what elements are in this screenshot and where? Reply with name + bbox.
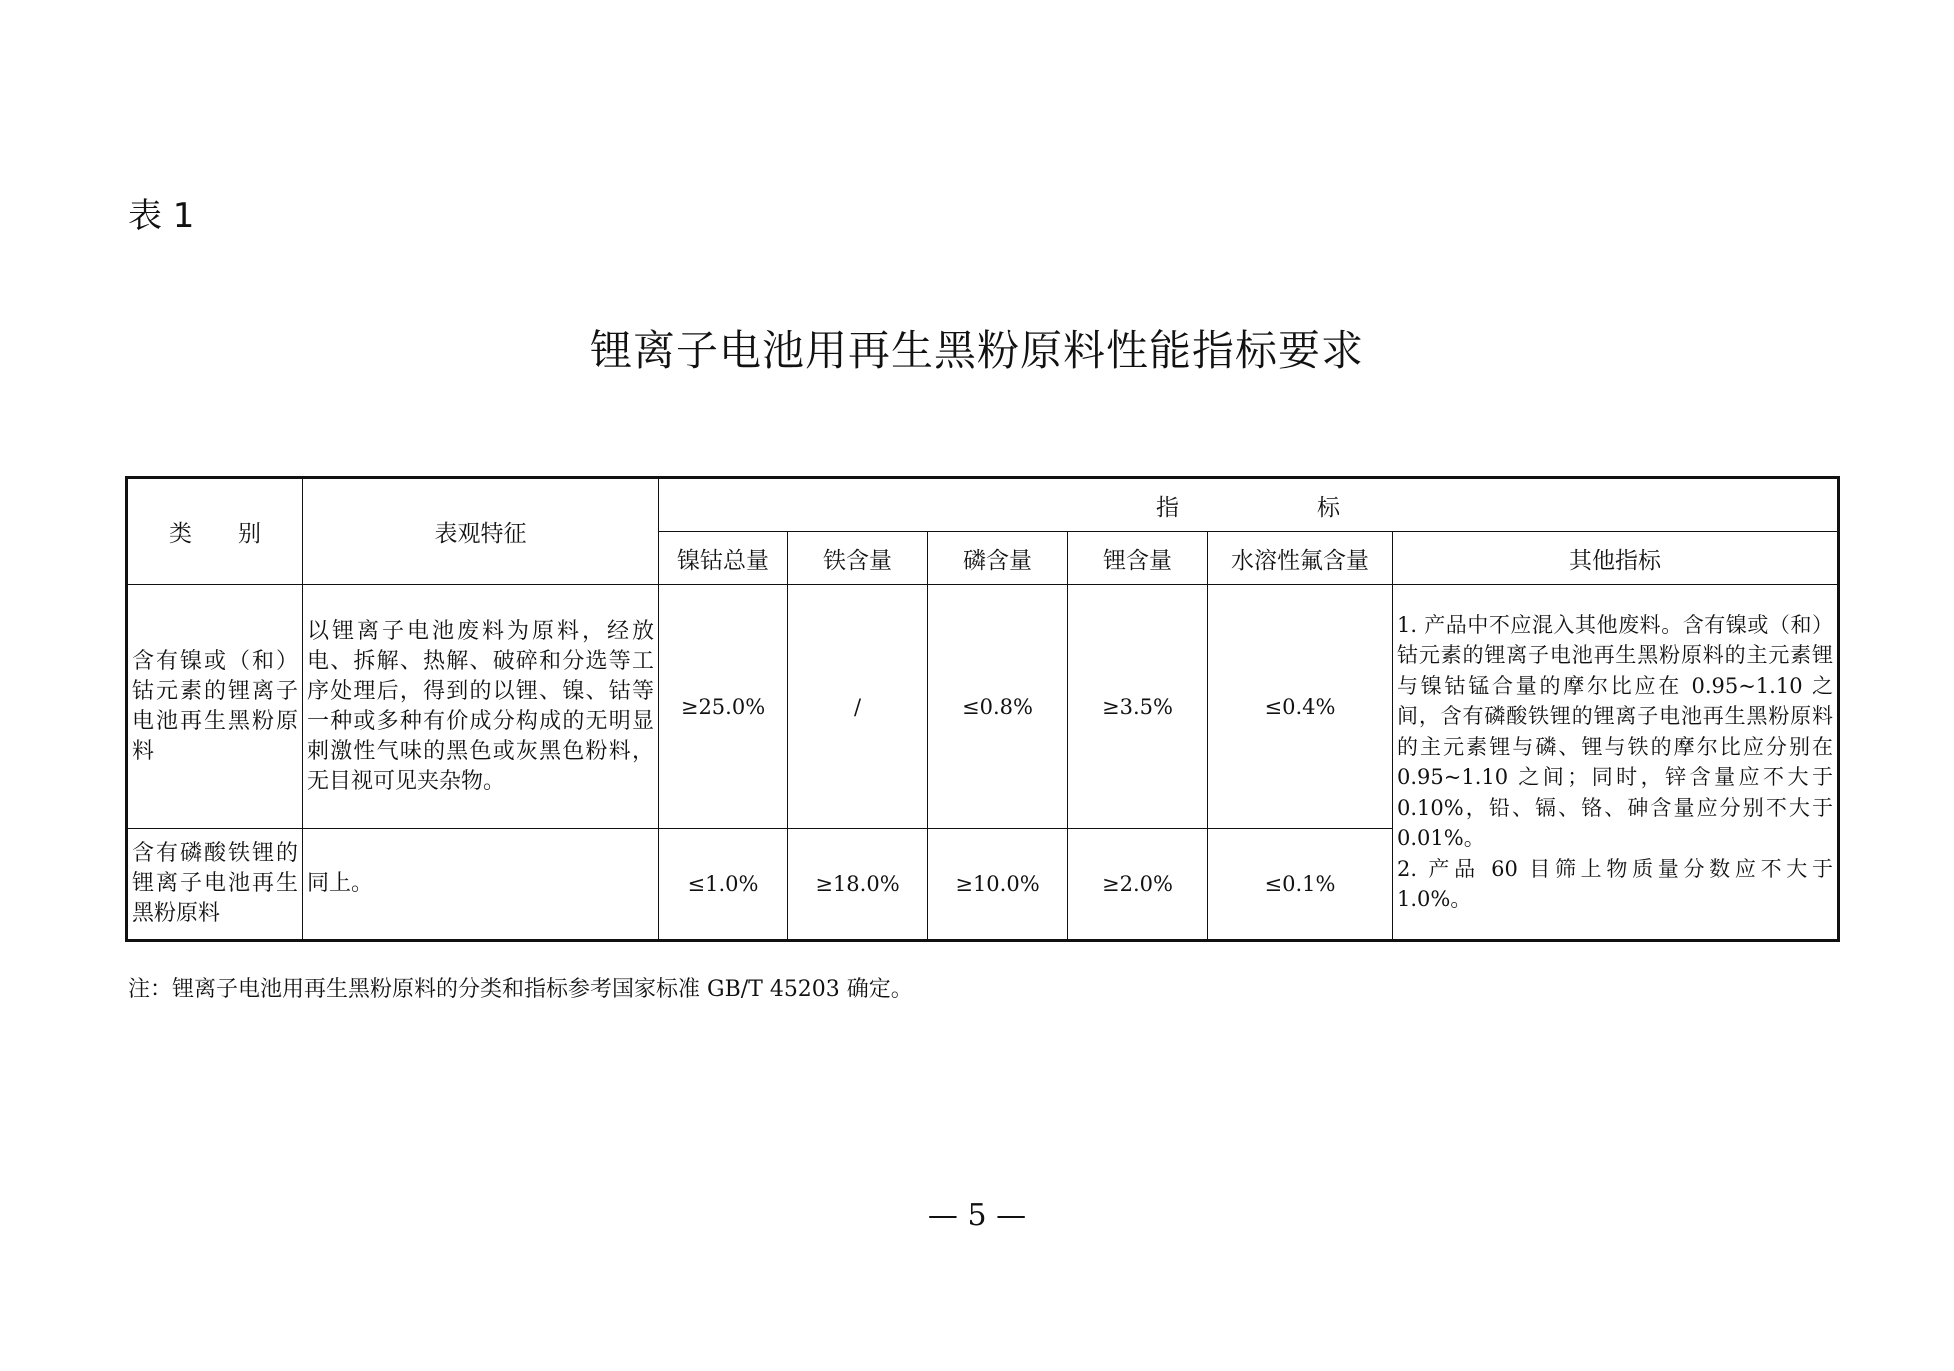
row-appearance: 以锂离子电池废料为原料，经放电、拆解、热解、破碎和分选等工序处理后，得到的以锂、镍、钴等一种或多种有价成分构成的无明显刺激性气味的黑色或灰黑色粉料，无目视可见夹杂物。 xyxy=(303,585,659,829)
header-iron-content: 铁含量 xyxy=(788,532,928,585)
page-number: — 5 — xyxy=(927,1198,1027,1233)
header-other-indicators: 其他指标 xyxy=(1393,532,1839,585)
other-indicator-item: 2. 产品 60 目筛上物质量分数应不大于 1.0%。 xyxy=(1397,856,1833,911)
value-lithium-content: ≥2.0% xyxy=(1068,829,1208,941)
other-indicators-cell xyxy=(1393,585,1839,941)
value-phosphorus-content: ≤0.8% xyxy=(928,585,1068,829)
value-nickel-cobalt-total: ≥25.0% xyxy=(659,585,788,829)
value-iron-content: ≥18.0% xyxy=(788,829,928,941)
table-note: 注：锂离子电池用再生黑粉原料的分类和指标参考国家标准 GB/T 45203 确定。 xyxy=(128,977,913,1002)
header-nickel-cobalt-total: 镍钴总量 xyxy=(659,532,788,585)
header-lithium-content: 锂含量 xyxy=(1068,532,1208,585)
header-phosphorus-content: 磷含量 xyxy=(928,532,1068,585)
row-category: 含有磷酸铁锂的锂离子电池再生黑粉原料 xyxy=(127,829,303,941)
value-iron-content: / xyxy=(788,585,928,829)
value-nickel-cobalt-total: ≤1.0% xyxy=(659,829,788,941)
value-water-soluble-fluorine: ≤0.1% xyxy=(1208,829,1393,941)
row-category: 含有镍或（和）钴元素的锂离子电池再生黑粉原料 xyxy=(127,585,303,829)
row-appearance: 同上。 xyxy=(303,829,659,941)
value-lithium-content: ≥3.5% xyxy=(1068,585,1208,829)
header-indicators: 指 标 xyxy=(659,478,1839,532)
header-water-soluble-fluorine: 水溶性氟含量 xyxy=(1208,532,1393,585)
other-indicator-item: 1. 产品中不应混入其他废料。含有镍或（和）钴元素的锂离子电池再生黑粉原料的主元素锂与镍钴锰合量的摩尔比应在 0.95~1.10 之间，含有磷酸铁锂的锂离子电池再生黑粉原料的主元素锂与磷、锂与铁的摩尔比应分别在 0.95~1.10 之间；同时，锌含量应不大于 0.10%，铅、镉、铬、砷含量应分别不大于 0.01%。 xyxy=(1397,612,1833,850)
value-phosphorus-content: ≥10.0% xyxy=(928,829,1068,941)
indicator-table xyxy=(125,476,1840,942)
table-row xyxy=(127,585,1839,829)
value-water-soluble-fluorine: ≤0.4% xyxy=(1208,585,1393,829)
table-label: 表 1 xyxy=(128,196,195,236)
document-title: 锂离子电池用再生黑粉原料性能指标要求 xyxy=(589,326,1364,375)
header-appearance: 表观特征 xyxy=(303,478,659,585)
header-category: 类 别 xyxy=(127,478,303,585)
